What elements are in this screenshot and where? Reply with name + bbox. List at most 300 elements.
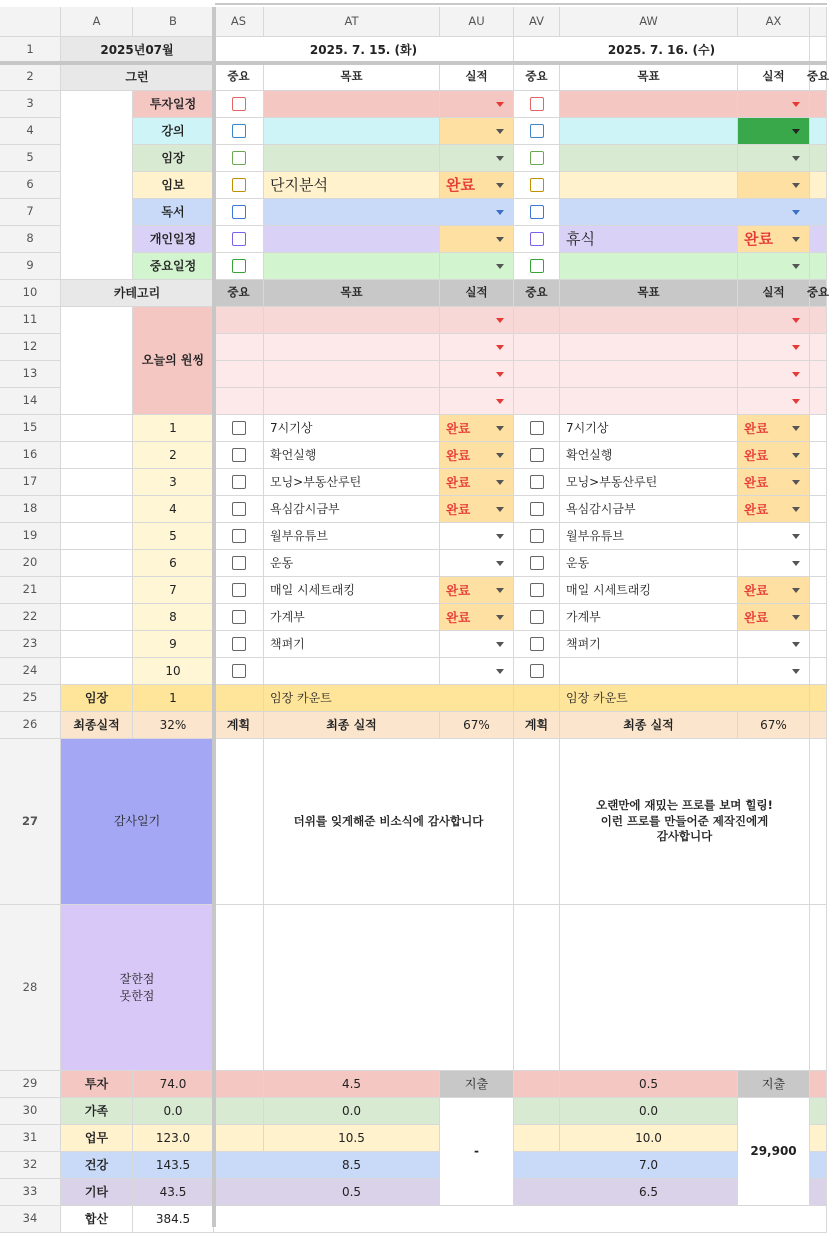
- cell[interactable]: [810, 1179, 827, 1206]
- routine-result-dropdown[interactable]: [440, 550, 514, 577]
- cell[interactable]: [810, 91, 827, 118]
- cell[interactable]: [810, 172, 827, 199]
- chevron-down-icon[interactable]: [496, 237, 504, 242]
- result-dropdown[interactable]: [738, 172, 810, 199]
- chevron-down-icon[interactable]: [496, 399, 504, 404]
- day2-percent[interactable]: [738, 712, 810, 739]
- result-dropdown[interactable]: [738, 253, 810, 280]
- row-number[interactable]: [0, 415, 61, 442]
- column-header[interactable]: [61, 7, 133, 37]
- goal-cell[interactable]: [560, 226, 738, 253]
- routine-goal[interactable]: [560, 550, 738, 577]
- cell[interactable]: [810, 496, 827, 523]
- frozen-divider[interactable]: [0, 61, 827, 65]
- header-goal[interactable]: [560, 64, 738, 91]
- chevron-down-icon[interactable]: [496, 669, 504, 674]
- goal-cell[interactable]: [264, 145, 440, 172]
- cell[interactable]: [514, 1179, 560, 1206]
- row-number[interactable]: [0, 905, 61, 1071]
- result-dropdown[interactable]: [738, 199, 810, 226]
- routine-checkbox[interactable]: [214, 604, 264, 631]
- chevron-down-icon[interactable]: [496, 372, 504, 377]
- row-number[interactable]: [0, 658, 61, 685]
- routine-goal[interactable]: [560, 496, 738, 523]
- routine-result-dropdown[interactable]: [440, 658, 514, 685]
- cell[interactable]: [810, 1071, 827, 1098]
- routine-result-dropdown[interactable]: [440, 469, 514, 496]
- checkbox[interactable]: [530, 421, 544, 435]
- cell[interactable]: [514, 361, 560, 388]
- routine-checkbox[interactable]: [214, 550, 264, 577]
- chevron-down-icon[interactable]: [496, 453, 504, 458]
- cell[interactable]: [810, 145, 827, 172]
- header-goal[interactable]: [560, 280, 738, 307]
- row-number[interactable]: [0, 1125, 61, 1152]
- importance-checkbox[interactable]: [514, 118, 560, 145]
- chevron-down-icon[interactable]: [792, 345, 800, 350]
- importance-checkbox[interactable]: [514, 172, 560, 199]
- routine-result-dropdown[interactable]: [440, 631, 514, 658]
- plan-label[interactable]: [214, 712, 264, 739]
- column-header[interactable]: [440, 7, 514, 37]
- row-number[interactable]: [0, 118, 61, 145]
- row-number[interactable]: [0, 496, 61, 523]
- time-day1[interactable]: [264, 1071, 440, 1098]
- importance-checkbox[interactable]: [514, 91, 560, 118]
- routine-goal[interactable]: [264, 658, 440, 685]
- time-day2[interactable]: [560, 1179, 738, 1206]
- cell[interactable]: [214, 388, 264, 415]
- cell[interactable]: [810, 253, 827, 280]
- cell[interactable]: [214, 1098, 264, 1125]
- routine-goal[interactable]: [264, 469, 440, 496]
- header-importance[interactable]: [514, 64, 560, 91]
- goal-cell[interactable]: [264, 253, 440, 280]
- chevron-down-icon[interactable]: [496, 183, 504, 188]
- checkbox[interactable]: [530, 205, 544, 219]
- cell[interactable]: [514, 685, 560, 712]
- routine-checkbox[interactable]: [514, 496, 560, 523]
- checkbox[interactable]: [232, 205, 246, 219]
- checkbox[interactable]: [232, 124, 246, 138]
- routine-checkbox[interactable]: [214, 523, 264, 550]
- row-number[interactable]: [0, 1071, 61, 1098]
- chevron-down-icon[interactable]: [792, 237, 800, 242]
- day1-date[interactable]: [214, 37, 514, 64]
- routine-result-dropdown[interactable]: [738, 442, 810, 469]
- result-dropdown[interactable]: [738, 361, 810, 388]
- goal-cell[interactable]: [560, 334, 738, 361]
- gratitude-day2[interactable]: [560, 739, 810, 905]
- time-total[interactable]: [133, 1179, 214, 1206]
- cell[interactable]: [810, 523, 827, 550]
- checkbox[interactable]: [232, 637, 246, 651]
- routine-result-dropdown[interactable]: [440, 523, 514, 550]
- expense-label[interactable]: [440, 1071, 514, 1098]
- routine-goal[interactable]: [560, 658, 738, 685]
- result-dropdown[interactable]: [440, 334, 514, 361]
- row-number[interactable]: [0, 280, 61, 307]
- checkbox[interactable]: [232, 421, 246, 435]
- checkbox[interactable]: [232, 664, 246, 678]
- result-dropdown[interactable]: [440, 199, 514, 226]
- goal-cell[interactable]: [560, 361, 738, 388]
- month-title[interactable]: [61, 37, 214, 64]
- chevron-down-icon[interactable]: [792, 183, 800, 188]
- routine-checkbox[interactable]: [214, 631, 264, 658]
- chevron-down-icon[interactable]: [496, 588, 504, 593]
- chevron-down-icon[interactable]: [496, 102, 504, 107]
- chevron-down-icon[interactable]: [792, 615, 800, 620]
- checkbox[interactable]: [232, 448, 246, 462]
- review-day1[interactable]: [264, 905, 514, 1071]
- chevron-down-icon[interactable]: [496, 264, 504, 269]
- goal-cell[interactable]: [264, 361, 440, 388]
- header-importance[interactable]: [806, 280, 829, 307]
- cell[interactable]: [810, 1098, 827, 1125]
- row-number[interactable]: [0, 739, 61, 905]
- cell[interactable]: [810, 442, 827, 469]
- expense-day1[interactable]: [440, 1098, 514, 1206]
- checkbox[interactable]: [232, 502, 246, 516]
- result-dropdown[interactable]: [440, 388, 514, 415]
- chevron-down-icon[interactable]: [496, 534, 504, 539]
- goal-cell[interactable]: [264, 226, 440, 253]
- routine-checkbox[interactable]: [514, 415, 560, 442]
- cell[interactable]: [514, 739, 560, 905]
- routine-checkbox[interactable]: [214, 496, 264, 523]
- row-number[interactable]: [0, 1152, 61, 1179]
- result-dropdown[interactable]: [738, 118, 810, 145]
- row-number[interactable]: [0, 253, 61, 280]
- importance-checkbox[interactable]: [514, 226, 560, 253]
- header-result[interactable]: [440, 64, 514, 91]
- result-dropdown[interactable]: [440, 307, 514, 334]
- cell[interactable]: [214, 905, 264, 1071]
- routine-checkbox[interactable]: [214, 658, 264, 685]
- row-number[interactable]: [0, 388, 61, 415]
- routine-goal[interactable]: [560, 442, 738, 469]
- checkbox[interactable]: [530, 664, 544, 678]
- goal-cell[interactable]: [560, 145, 738, 172]
- row-number[interactable]: [0, 91, 61, 118]
- checkbox[interactable]: [232, 556, 246, 570]
- imjang-count[interactable]: [560, 685, 810, 712]
- importance-checkbox[interactable]: [214, 172, 264, 199]
- cell[interactable]: [514, 1152, 560, 1179]
- checkbox[interactable]: [232, 259, 246, 273]
- cell[interactable]: [810, 469, 827, 496]
- header-importance[interactable]: [214, 280, 264, 307]
- chevron-down-icon[interactable]: [792, 264, 800, 269]
- routine-result-dropdown[interactable]: [738, 604, 810, 631]
- chevron-down-icon[interactable]: [792, 669, 800, 674]
- chevron-down-icon[interactable]: [496, 318, 504, 323]
- chevron-down-icon[interactable]: [792, 426, 800, 431]
- cell[interactable]: [810, 1125, 827, 1152]
- result-dropdown[interactable]: [738, 388, 810, 415]
- row-number[interactable]: [0, 64, 61, 91]
- checkbox[interactable]: [232, 97, 246, 111]
- chevron-down-icon[interactable]: [792, 156, 800, 161]
- routine-goal[interactable]: [560, 604, 738, 631]
- row-number[interactable]: [0, 577, 61, 604]
- plan-label[interactable]: [514, 712, 560, 739]
- routine-goal[interactable]: [560, 415, 738, 442]
- row-number[interactable]: [0, 199, 61, 226]
- routine-result-dropdown[interactable]: [738, 577, 810, 604]
- category-header[interactable]: [61, 280, 214, 307]
- frozen-divider[interactable]: [212, 7, 216, 1227]
- row-number[interactable]: [0, 307, 61, 334]
- row-number[interactable]: [0, 37, 61, 64]
- chevron-down-icon[interactable]: [792, 534, 800, 539]
- chevron-down-icon[interactable]: [496, 507, 504, 512]
- checkbox[interactable]: [530, 475, 544, 489]
- chevron-down-icon[interactable]: [792, 642, 800, 647]
- checkbox[interactable]: [530, 97, 544, 111]
- header-importance[interactable]: [514, 280, 560, 307]
- row-number[interactable]: [0, 145, 61, 172]
- column-header[interactable]: [214, 7, 264, 37]
- importance-checkbox[interactable]: [514, 253, 560, 280]
- goal-cell[interactable]: [560, 172, 738, 199]
- routine-checkbox[interactable]: [514, 469, 560, 496]
- importance-checkbox[interactable]: [214, 226, 264, 253]
- result-dropdown[interactable]: [738, 226, 810, 253]
- imjang-count[interactable]: [264, 685, 514, 712]
- routine-checkbox[interactable]: [214, 577, 264, 604]
- cell[interactable]: [514, 1071, 560, 1098]
- header-importance[interactable]: [214, 64, 264, 91]
- result-dropdown[interactable]: [738, 334, 810, 361]
- routine-goal[interactable]: [560, 577, 738, 604]
- header-goal[interactable]: [264, 64, 440, 91]
- cell[interactable]: [214, 361, 264, 388]
- cell[interactable]: [214, 1125, 264, 1152]
- chevron-down-icon[interactable]: [496, 345, 504, 350]
- cell[interactable]: [810, 118, 827, 145]
- chevron-down-icon[interactable]: [792, 561, 800, 566]
- cell[interactable]: [214, 685, 264, 712]
- final-result-value[interactable]: [133, 712, 214, 739]
- routine-result-dropdown[interactable]: [738, 658, 810, 685]
- importance-checkbox[interactable]: [214, 118, 264, 145]
- cell[interactable]: [810, 334, 827, 361]
- cell[interactable]: [810, 1152, 827, 1179]
- checkbox[interactable]: [530, 124, 544, 138]
- header-result[interactable]: [738, 280, 810, 307]
- cell[interactable]: [214, 1179, 264, 1206]
- checkbox[interactable]: [530, 637, 544, 651]
- chevron-down-icon[interactable]: [792, 588, 800, 593]
- cell[interactable]: [214, 1071, 264, 1098]
- routine-checkbox[interactable]: [214, 469, 264, 496]
- time-total[interactable]: [133, 1125, 214, 1152]
- goal-cell[interactable]: [560, 307, 738, 334]
- result-dropdown[interactable]: [440, 172, 514, 199]
- cell[interactable]: [214, 739, 264, 905]
- cell[interactable]: [214, 1206, 827, 1233]
- chevron-down-icon[interactable]: [792, 210, 800, 215]
- final-label[interactable]: [264, 712, 440, 739]
- day2-date[interactable]: [514, 37, 810, 64]
- header-importance[interactable]: [806, 64, 829, 91]
- checkbox[interactable]: [232, 232, 246, 246]
- cell[interactable]: [810, 37, 827, 64]
- routine-goal[interactable]: [264, 577, 440, 604]
- result-dropdown[interactable]: [440, 361, 514, 388]
- time-day1[interactable]: [264, 1098, 440, 1125]
- routine-goal[interactable]: [264, 604, 440, 631]
- routine-result-dropdown[interactable]: [738, 631, 810, 658]
- routine-checkbox[interactable]: [514, 523, 560, 550]
- routine-result-dropdown[interactable]: [738, 415, 810, 442]
- routine-result-dropdown[interactable]: [738, 496, 810, 523]
- chevron-down-icon[interactable]: [792, 102, 800, 107]
- time-total[interactable]: [133, 1098, 214, 1125]
- goal-cell[interactable]: [560, 91, 738, 118]
- chevron-down-icon[interactable]: [496, 480, 504, 485]
- chevron-down-icon[interactable]: [792, 399, 800, 404]
- routine-result-dropdown[interactable]: [440, 496, 514, 523]
- day1-percent[interactable]: [440, 712, 514, 739]
- time-total[interactable]: [133, 1071, 214, 1098]
- importance-checkbox[interactable]: [214, 253, 264, 280]
- result-dropdown[interactable]: [440, 91, 514, 118]
- goal-cell[interactable]: [264, 172, 440, 199]
- time-day2[interactable]: [560, 1071, 738, 1098]
- cell[interactable]: [214, 334, 264, 361]
- cell[interactable]: [214, 307, 264, 334]
- routine-result-dropdown[interactable]: [440, 415, 514, 442]
- expense-label[interactable]: [738, 1071, 810, 1098]
- gratitude-day1[interactable]: [264, 739, 514, 905]
- row-number[interactable]: [0, 523, 61, 550]
- goal-cell[interactable]: [560, 388, 738, 415]
- result-dropdown[interactable]: [738, 91, 810, 118]
- cell[interactable]: [810, 712, 827, 739]
- cell[interactable]: [214, 1152, 264, 1179]
- goal-cell[interactable]: [264, 307, 440, 334]
- goal-cell[interactable]: [264, 334, 440, 361]
- checkbox[interactable]: [232, 583, 246, 597]
- routine-goal[interactable]: [264, 631, 440, 658]
- cell[interactable]: [810, 577, 827, 604]
- goal-cell[interactable]: [264, 118, 440, 145]
- cell[interactable]: [810, 307, 827, 334]
- cell[interactable]: [810, 685, 827, 712]
- column-header[interactable]: [810, 7, 827, 37]
- routine-goal[interactable]: [264, 442, 440, 469]
- column-header[interactable]: [264, 7, 440, 37]
- cell[interactable]: [810, 631, 827, 658]
- routine-result-dropdown[interactable]: [738, 523, 810, 550]
- importance-checkbox[interactable]: [214, 91, 264, 118]
- row-number[interactable]: [0, 226, 61, 253]
- chevron-down-icon[interactable]: [496, 642, 504, 647]
- time-day2[interactable]: [560, 1152, 738, 1179]
- checkbox[interactable]: [530, 502, 544, 516]
- cell[interactable]: [514, 1125, 560, 1152]
- cell[interactable]: [810, 199, 827, 226]
- time-day1[interactable]: [264, 1179, 440, 1206]
- routine-checkbox[interactable]: [514, 577, 560, 604]
- checkbox[interactable]: [530, 151, 544, 165]
- routine-checkbox[interactable]: [514, 604, 560, 631]
- checkbox[interactable]: [530, 232, 544, 246]
- chevron-down-icon[interactable]: [496, 561, 504, 566]
- checkbox[interactable]: [530, 448, 544, 462]
- cell[interactable]: [810, 226, 827, 253]
- goal-cell[interactable]: [560, 253, 738, 280]
- importance-checkbox[interactable]: [514, 199, 560, 226]
- cell[interactable]: [810, 388, 827, 415]
- routine-result-dropdown[interactable]: [440, 604, 514, 631]
- routine-goal[interactable]: [560, 631, 738, 658]
- expense-day2[interactable]: [738, 1098, 810, 1206]
- importance-checkbox[interactable]: [214, 199, 264, 226]
- checkbox[interactable]: [232, 475, 246, 489]
- review-day2[interactable]: [560, 905, 810, 1071]
- checkbox[interactable]: [530, 178, 544, 192]
- column-header[interactable]: [133, 7, 214, 37]
- routine-goal[interactable]: [264, 523, 440, 550]
- cell[interactable]: [810, 361, 827, 388]
- row-number[interactable]: [0, 334, 61, 361]
- goal-cell[interactable]: [264, 199, 440, 226]
- chevron-down-icon[interactable]: [792, 318, 800, 323]
- row-number[interactable]: [0, 712, 61, 739]
- result-dropdown[interactable]: [738, 307, 810, 334]
- row-number[interactable]: [0, 685, 61, 712]
- routine-checkbox[interactable]: [514, 658, 560, 685]
- chevron-down-icon[interactable]: [792, 129, 800, 134]
- cell[interactable]: [514, 334, 560, 361]
- cell[interactable]: [810, 550, 827, 577]
- goal-cell[interactable]: [560, 199, 738, 226]
- row-number[interactable]: [0, 631, 61, 658]
- cell[interactable]: [810, 604, 827, 631]
- time-day2[interactable]: [560, 1098, 738, 1125]
- row-number[interactable]: [0, 604, 61, 631]
- routine-goal[interactable]: [560, 469, 738, 496]
- cell[interactable]: [810, 905, 827, 1071]
- routine-checkbox[interactable]: [514, 550, 560, 577]
- row-number[interactable]: [0, 361, 61, 388]
- column-header[interactable]: [514, 7, 560, 37]
- result-dropdown[interactable]: [738, 145, 810, 172]
- time-total[interactable]: [133, 1206, 214, 1233]
- chevron-down-icon[interactable]: [792, 372, 800, 377]
- checkbox[interactable]: [530, 529, 544, 543]
- routine-checkbox[interactable]: [514, 631, 560, 658]
- chevron-down-icon[interactable]: [792, 480, 800, 485]
- importance-checkbox[interactable]: [514, 145, 560, 172]
- checkbox[interactable]: [530, 583, 544, 597]
- routine-checkbox[interactable]: [514, 442, 560, 469]
- cell[interactable]: [514, 307, 560, 334]
- row-number[interactable]: [0, 1098, 61, 1125]
- final-label[interactable]: [560, 712, 738, 739]
- checkbox[interactable]: [232, 178, 246, 192]
- row-number[interactable]: [0, 1179, 61, 1206]
- chevron-down-icon[interactable]: [496, 156, 504, 161]
- header-result[interactable]: [738, 64, 810, 91]
- row-number[interactable]: [0, 1206, 61, 1233]
- time-day2[interactable]: [560, 1125, 738, 1152]
- checkbox[interactable]: [530, 610, 544, 624]
